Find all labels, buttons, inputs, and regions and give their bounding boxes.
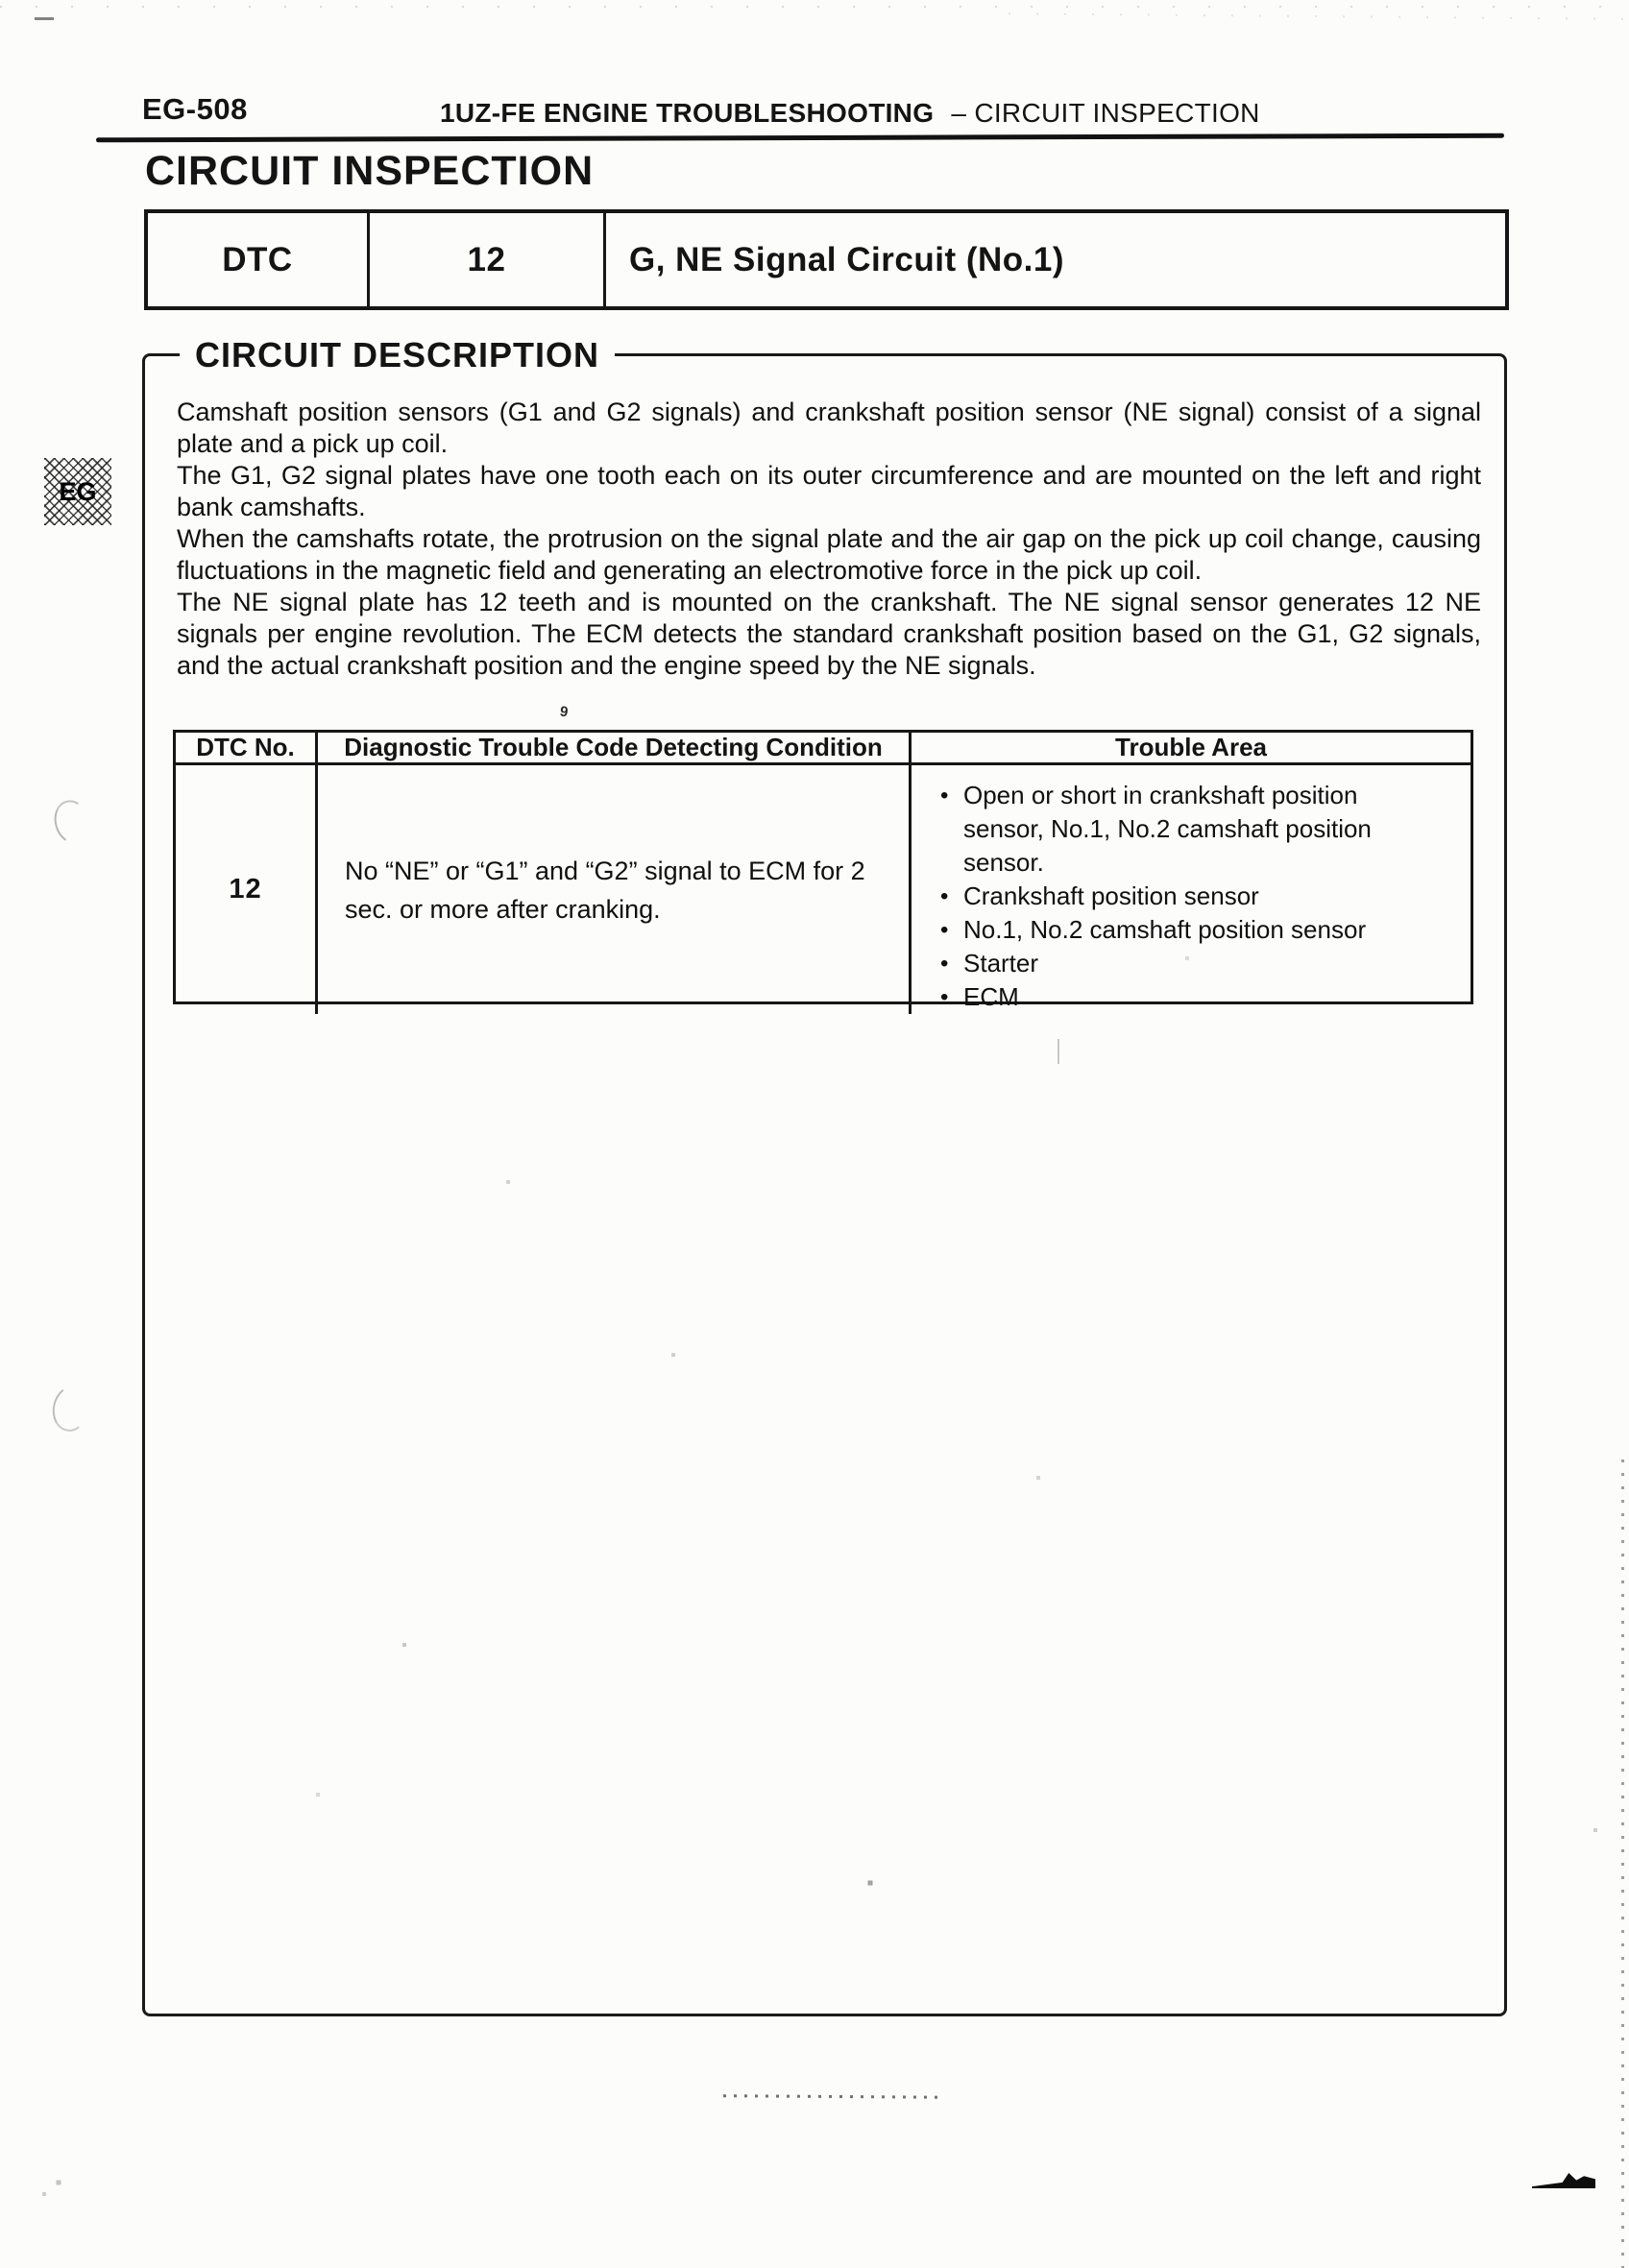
trouble-area-text: Crankshaft position sensor: [963, 881, 1259, 910]
eg-section-tab-label: EG: [59, 476, 97, 506]
trouble-area-list: [936, 779, 1441, 1014]
trouble-area-text: No.1, No.2 camshaft position sensor: [963, 915, 1367, 944]
description-paragraph: The NE signal plate has 12 teeth and is mounted on the crankshaft. The NE signal sensor generates 12 NE signals per engine revolution. The ECM detects the standard crankshaft position based on the G1, G2 signals, and the actual crankshaft position and the engine speed by the NE signals.: [177, 588, 1481, 680]
dtc-banner-code: 12: [467, 240, 506, 278]
description-paragraph: The G1, G2 signal plates have one tooth each on its outer circumference and are mounted on the left and right bank camshafts.: [177, 461, 1481, 521]
trouble-area-text: Starter: [963, 949, 1039, 977]
scan-artifact-speckle-row: [0, 6, 1629, 8]
trouble-area-text: Open or short in crankshaft position sensor, No.1, No.2 camshaft position sensor.: [963, 781, 1372, 877]
page-number: EG-508: [142, 92, 248, 126]
header-label-dtc-no: DTC No.: [196, 733, 295, 761]
trouble-area-item: [936, 779, 1441, 880]
description-paragraph: When the camshafts rotate, the protrusion on the signal plate and the air gap on the pick up coil change, causing fluctuations in the magnetic field and generating an electromotive force in the pick up coil.: [177, 524, 1481, 585]
table-header-row: [176, 733, 1471, 765]
dtc-banner-label: DTC: [222, 240, 293, 278]
table-row: [176, 765, 1471, 1014]
dtc-banner-table: [144, 209, 1509, 310]
scan-artifact-bottom-dots: [723, 2094, 944, 2099]
cell-trouble-area: [912, 765, 1471, 1014]
running-header: [440, 98, 1260, 129]
scan-artifact-curve-lower: [48, 1383, 93, 1436]
dtc-banner-code-cell: [370, 213, 606, 306]
circuit-description-box: [142, 335, 1507, 2016]
description-paragraph: Camshaft position sensors (G1 and G2 signals) and crankshaft position sensor (NE signal) consist of a signal plate and a pick up coil.: [177, 398, 1481, 458]
header-rule: [96, 133, 1504, 143]
dtc-no-value: 12: [229, 874, 262, 905]
cell-dtc-no: [176, 765, 318, 1014]
header-label-condition: Diagnostic Trouble Code Detecting Condition: [344, 733, 883, 761]
dtc-banner-label-cell: [148, 213, 370, 306]
scan-artifact-dash: [35, 17, 54, 20]
scan-artifact-stray-mark: 9: [558, 703, 570, 721]
trouble-area-item: [936, 947, 1441, 980]
trouble-area-item: [936, 880, 1441, 913]
header-label-trouble-area: Trouble Area: [1115, 733, 1267, 761]
running-header-section: – CIRCUIT INSPECTION: [951, 98, 1260, 128]
circuit-description-body: [177, 397, 1481, 682]
trouble-area-item: [936, 913, 1441, 947]
scan-artifact-ink-smudge: [1532, 2173, 1595, 2188]
scan-artifact-right-edge-dots: [1621, 1460, 1624, 2268]
cell-condition: [318, 765, 912, 1014]
diagnostic-trouble-table: [173, 730, 1473, 1011]
header-cell-trouble-area: [912, 733, 1471, 762]
eg-section-tab: [44, 458, 111, 525]
header-cell-dtc-no: [176, 733, 318, 762]
dtc-banner-title: G, NE Signal Circuit (No.1): [629, 240, 1064, 278]
page-title: CIRCUIT INSPECTION: [145, 148, 595, 194]
trouble-area-text: ECM: [963, 982, 1019, 1011]
circuit-description-heading: CIRCUIT DESCRIPTION: [180, 335, 615, 375]
condition-text: No “NE” or “G1” and “G2” signal to ECM for 2 sec. or more after cranking.: [345, 856, 865, 924]
header-cell-condition: [318, 733, 912, 762]
trouble-area-item: [936, 980, 1441, 1014]
scan-artifact-curve-upper: [49, 796, 94, 848]
running-header-title: 1UZ-FE ENGINE TROUBLESHOOTING: [440, 98, 935, 128]
dtc-banner-title-cell: [606, 213, 1505, 306]
scan-artifact-specks: [0, 0, 2, 2]
scan-artifact-speckle-row-right: [1009, 12, 1623, 20]
